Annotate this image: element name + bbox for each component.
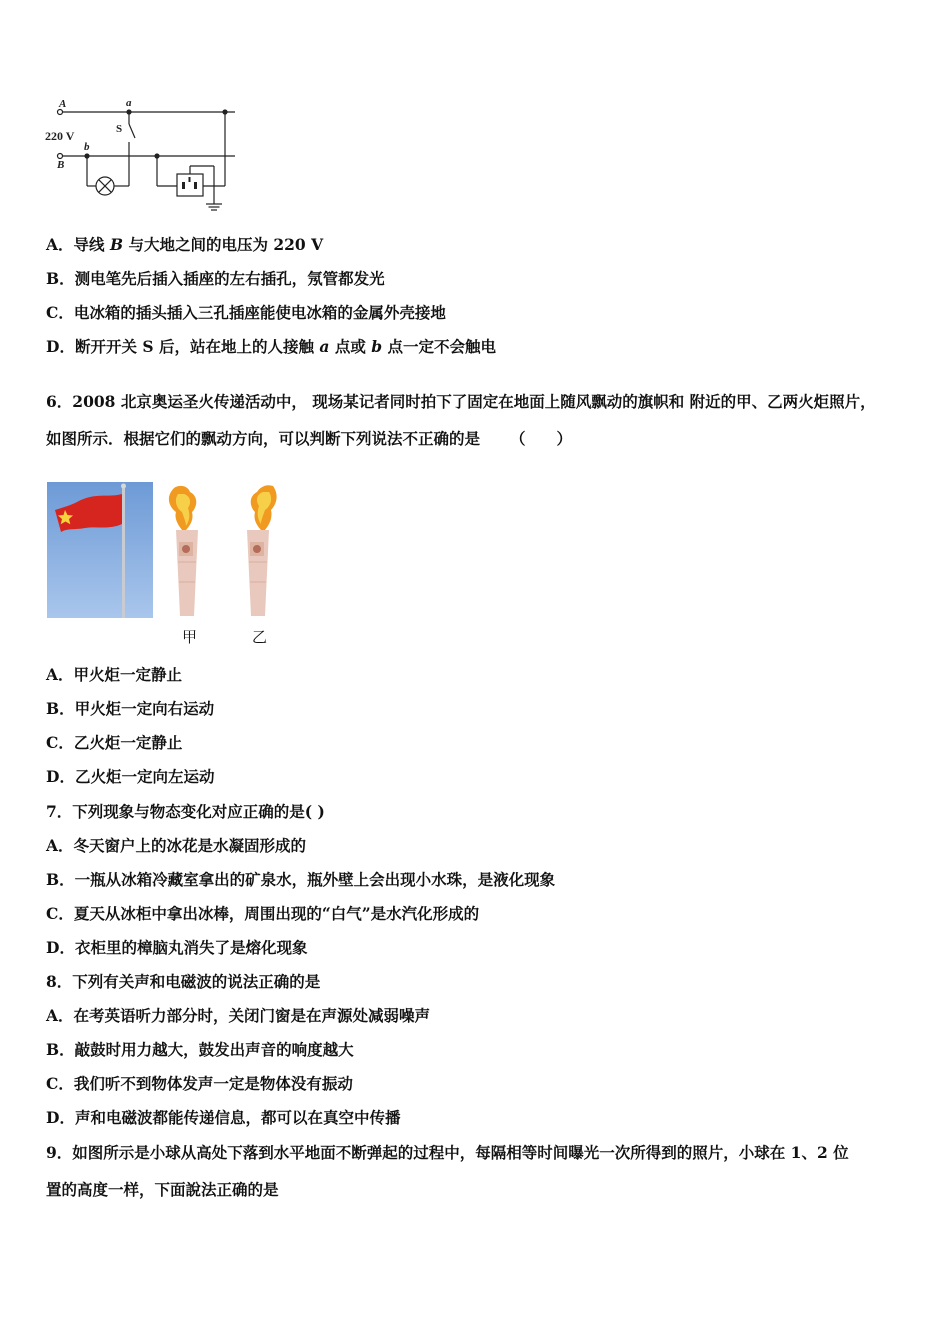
label-a-terminal: A [59, 98, 67, 110]
label-switch-s: S [116, 123, 123, 135]
q7-option-a: A．冬天窗户上的冰花是水凝固形成的 [46, 836, 307, 855]
q8-option-d: D．声和电磁波都能传递信息，都可以在真空中传播 [46, 1108, 401, 1127]
q7-stem: 7．下列现象与物态变化对应正确的是( ) [46, 802, 325, 821]
label-node-b: b [84, 141, 90, 153]
q8-option-b: B．敲鼓时用力越大，鼓发出声音的响度越大 [46, 1040, 354, 1059]
q5-option-d: D．断开开关 S 后，站在地上的人接触 a 点或 b 点一定不会触电 [46, 337, 496, 356]
torch-yi [237, 482, 283, 618]
q8-option-a: A．在考英语听力部分时，关闭门窗是在声源处减弱噪声 [46, 1006, 431, 1025]
q9-stem-line1: 9．如图所示是小球从高处下落到水平地面不断弹起的过程中，每隔相等时间曝光一次所得到的照片，小球在 1、2 位 [46, 1143, 849, 1162]
q9-stem-line2: 置的高度一样，下面說法正确的是 [46, 1180, 279, 1199]
q5-option-a: A．导线 B 与大地之间的电压为 220 V [46, 235, 324, 254]
label-voltage: 220 V [45, 129, 75, 143]
q6-option-d: D．乙火炬一定向左运动 [46, 767, 215, 786]
torch-jia [164, 482, 210, 618]
caption-jia: 甲 [182, 628, 198, 646]
label-b-terminal: B [57, 159, 65, 171]
q7-option-b: B．一瓶从冰箱冷藏室拿出的矿泉水，瓶外壁上会出现小水珠，是液化现象 [46, 870, 556, 889]
q8-stem: 8．下列有关声和电磁波的说法正确的是 [46, 972, 321, 991]
q6-stem-line2: 如图所示．根据它们的飘动方向，可以判断下列说法不正确的是 （ ） [46, 429, 573, 448]
q5-option-c: C．电冰箱的插头插入三孔插座能使电冰箱的金属外壳接地 [46, 303, 446, 322]
q6-option-b: B．甲火炬一定向右运动 [46, 699, 215, 718]
flag-photo [47, 482, 153, 618]
q6-option-a: A．甲火炬一定静止 [46, 665, 183, 684]
caption-yi: 乙 [252, 628, 268, 646]
label-node-a: a [126, 97, 132, 109]
q6-stem-line1: 6．2008 北京奥运圣火传递活动中， 现场某记者同时拍下了固定在地面上随风飘动的旗帜和 附近的甲、乙两火炬照片， [46, 392, 876, 411]
q8-option-c: C．我们听不到物体发声一定是物体没有振动 [46, 1074, 353, 1093]
q7-option-d: D．衣柜里的樟脑丸消失了是熔化现象 [46, 938, 308, 957]
q6-option-c: C．乙火炬一定静止 [46, 733, 183, 752]
q5-option-b: B．测电笔先后插入插座的左右插孔，氖管都发光 [46, 269, 385, 288]
circuit-diagram [42, 96, 242, 211]
q7-option-c: C．夏天从冰柜中拿出冰棒，周围出现的“白气”是水汽化形成的 [46, 904, 480, 923]
